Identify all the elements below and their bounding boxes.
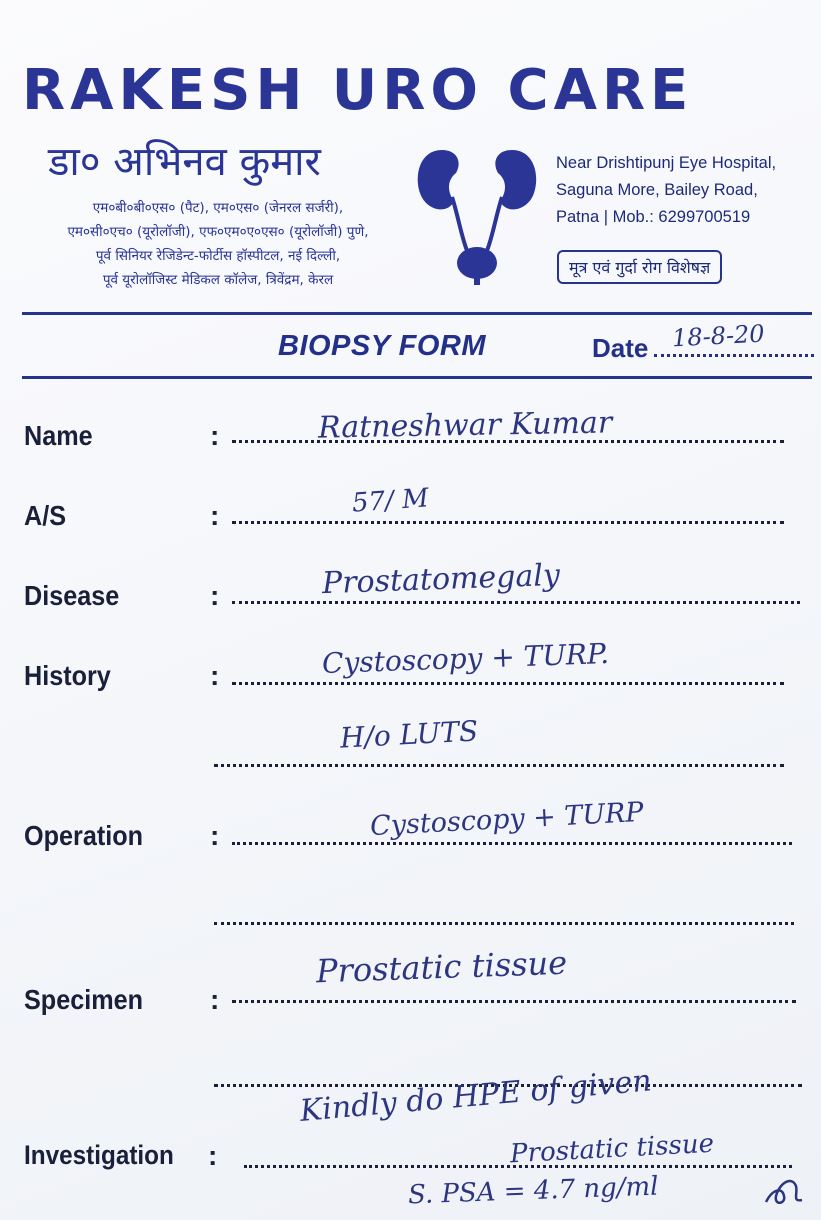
name-colon: : (210, 420, 220, 451)
name-label: Name (24, 420, 93, 451)
as-value: 57/ M (351, 483, 430, 519)
qualification-line: पूर्व सिनियर रेजिडेन्ट-फोर्टीस हॉस्पीटल, नई दिल्ली, (95, 248, 341, 264)
as-dotted-line (232, 521, 784, 524)
operation-value: Cystoscopy + TURP (369, 796, 645, 843)
specimen-colon: : (210, 984, 220, 1015)
doctor-qualifications (18, 196, 418, 292)
address-line: Saguna More, Bailey Road, (556, 181, 758, 199)
operation-dotted-line (232, 842, 792, 845)
clinic-brand: RAKESH URO CARE (22, 58, 694, 123)
history-label: History (24, 660, 111, 691)
doctor-name: डा० अभिनव कुमार (48, 139, 321, 185)
date-dotted-line (654, 354, 814, 357)
investigation-value-line-3: S. PSA = 4.7 ng/ml (407, 1171, 659, 1211)
history-colon: : (210, 660, 220, 691)
specimen-dotted-line (232, 1000, 796, 1003)
date-value: 18-8-20 (671, 319, 766, 353)
investigation-value-line-2: Prostatic tissue (509, 1128, 715, 1170)
history-value: Cystoscopy + TURP. (321, 637, 610, 680)
qualification-line: पूर्व यूरोलॉजिस्ट मेडिकल कॉलेज, त्रिवेंद्रम, केरल (102, 272, 334, 288)
header-divider (22, 312, 812, 315)
operation-dotted-line-2 (214, 922, 794, 925)
address-line: Near Drishtipunj Eye Hospital, (556, 154, 777, 172)
qualification-line: एम०सी०एच० (यूरोलॉजी), एफ०एम०ए०एस० (यूरोलॉजी) पुणे, (67, 224, 369, 240)
kidney-bladder-icon (412, 145, 542, 285)
name-value: Ratneshwar Kumar (317, 405, 613, 446)
specialist-badge: मूत्र एवं गुर्दा रोग विशेषज्ञ (557, 250, 722, 284)
disease-label: Disease (24, 580, 120, 611)
disease-colon: : (210, 580, 220, 611)
form-title: BIOPSY FORM (278, 330, 486, 362)
address-line: Patna | Mob.: 6299700519 (556, 208, 751, 226)
history-dotted-line (232, 682, 784, 685)
investigation-label: Investigation (24, 1140, 174, 1170)
qualification-line: एम०बी०बी०एस० (पैट), एम०एस० (जेनरल सर्जरी), (92, 200, 344, 216)
specimen-label: Specimen (24, 984, 144, 1015)
investigation-value: Kindly do HPE of given (298, 1063, 653, 1129)
as-label: A/S (24, 500, 67, 531)
clinic-address (556, 150, 818, 231)
operation-label: Operation (24, 820, 144, 851)
history-dotted-line-2 (214, 764, 784, 767)
disease-dotted-line (232, 601, 800, 604)
date-label: Date (592, 333, 649, 363)
operation-colon: : (210, 820, 220, 851)
as-colon: : (210, 500, 220, 531)
investigation-colon: : (208, 1140, 218, 1171)
disease-value: Prostatomegaly (321, 557, 561, 602)
title-divider (22, 376, 812, 379)
history-value-line-2: H/o LUTS (339, 714, 479, 755)
specimen-value: Prostatic tissue (315, 943, 568, 991)
signature-mark (762, 1172, 808, 1212)
